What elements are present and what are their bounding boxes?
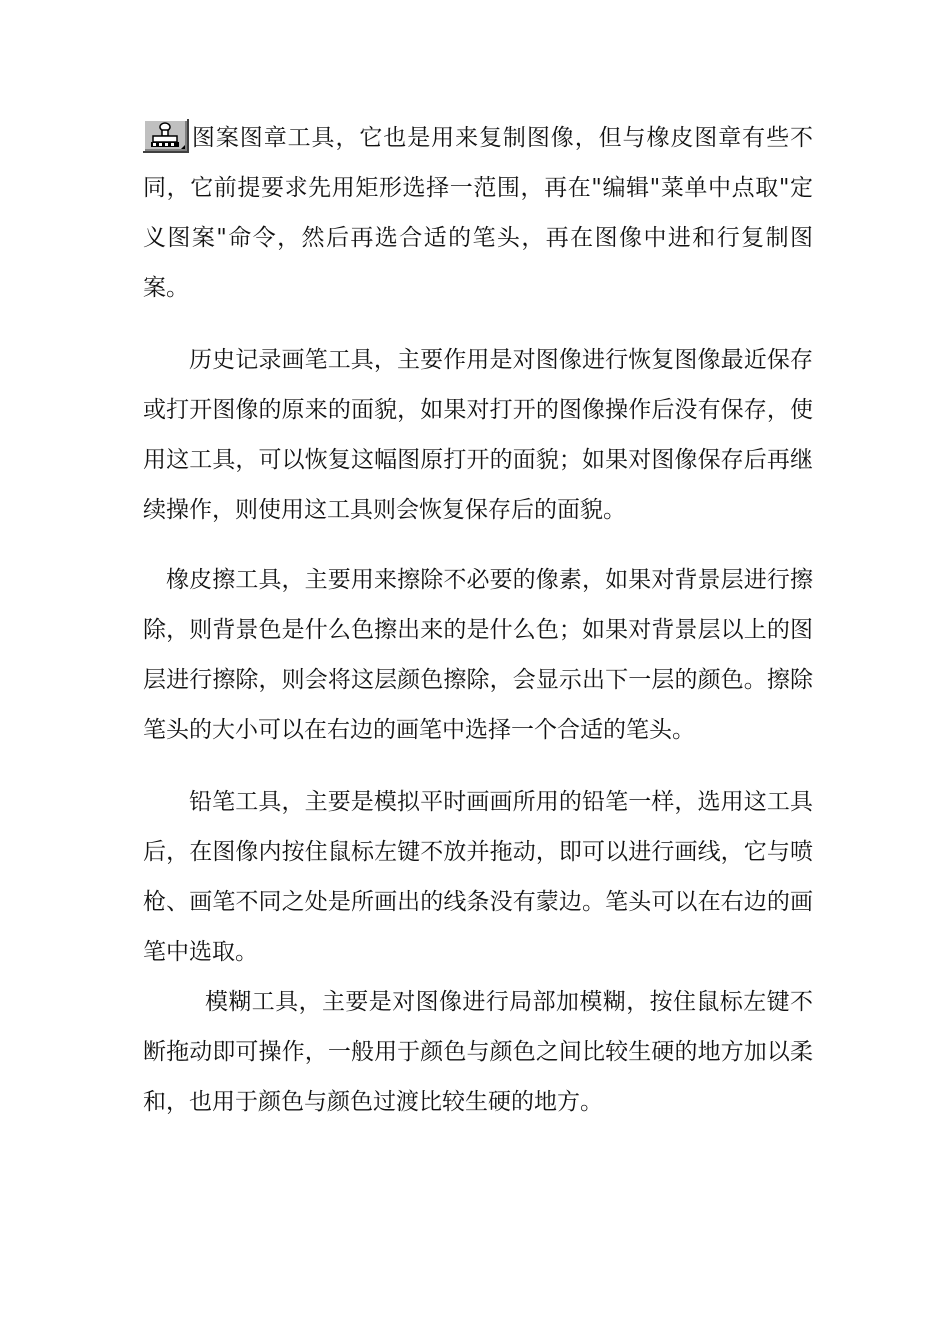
paragraph-pencil-tool [143, 777, 813, 977]
paragraph-text: 模糊工具，主要是对图像进行局部加模糊，按住鼠标左键不断拖动即可操作，一般用于颜色与颜色之间比较生硬的地方加以柔和，也用于颜色与颜色过渡比较生硬的地方。 [143, 989, 813, 1115]
pattern-stamp-tool-icon [143, 119, 189, 153]
paragraph-history-brush-tool [143, 335, 813, 535]
paragraph-pattern-stamp-tool [143, 113, 813, 313]
paragraph-text: 历史记录画笔工具，主要作用是对图像进行恢复图像最近保存或打开图像的原来的面貌，如果对打开的图像操作后没有保存，使用这工具，可以恢复这幅图原打开的面貌；如果对图像保存后再继续操作，则使用这工具则会恢复保存后的面貌。 [143, 347, 813, 523]
paragraph-text: 图案图章工具，它也是用来复制图像，但与橡皮图章有些不同，它前提要求先用矩形选择一范围，再在"编辑"菜单中点取"定义图案"命令，然后再选合适的笔头，再在图像中进和行复制图案。 [143, 125, 813, 301]
paragraph-eraser-tool [143, 555, 813, 755]
paragraph-blur-tool [143, 977, 813, 1127]
paragraph-text: 橡皮擦工具，主要用来擦除不必要的像素，如果对背景层进行擦除，则背景色是什么色擦出来的是什么色；如果对背景层以上的图层进行擦除，则会将这层颜色擦除，会显示出下一层的颜色。擦除笔头的大小可以在右边的画笔中选择一个合适的笔头。 [143, 567, 813, 743]
paragraph-text: 铅笔工具，主要是模拟平时画画所用的铅笔一样，选用这工具后，在图像内按住鼠标左键不放并拖动，即可以进行画线，它与喷枪、画笔不同之处是所画出的线条没有蒙边。笔头可以在右边的画笔中选取。 [143, 789, 813, 965]
